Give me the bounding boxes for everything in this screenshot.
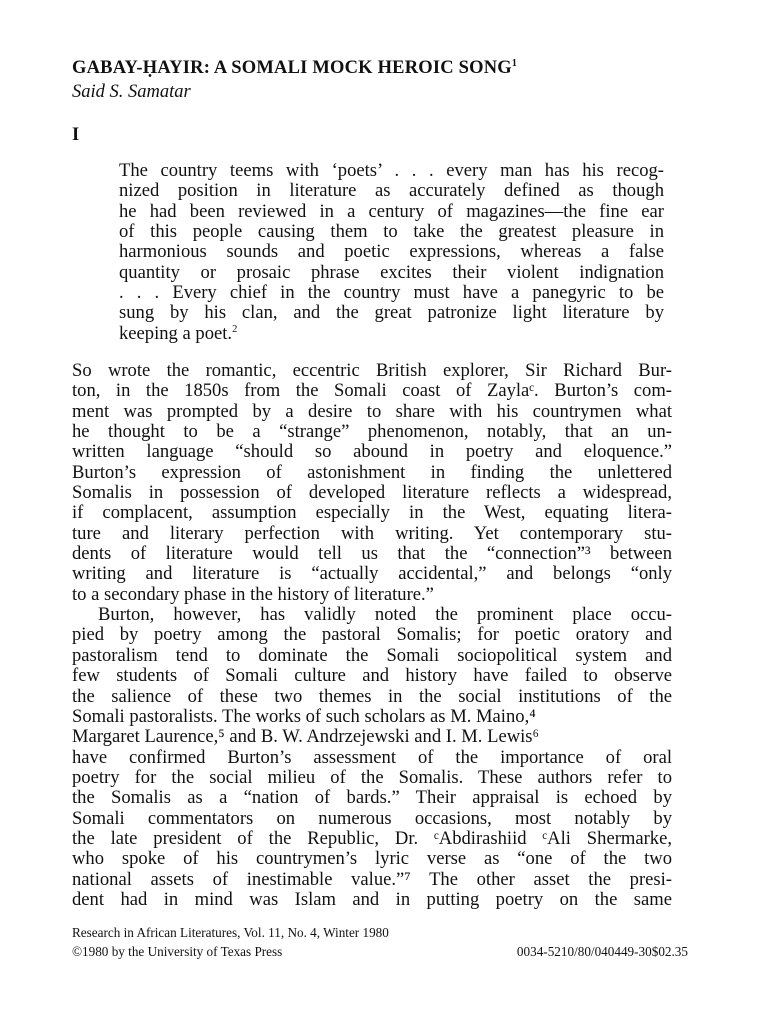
body-line: dents of literature would tell us that the “connection”³ between bbox=[72, 543, 672, 565]
body-line: ton, in the 1850s from the Somali coast of Zaylaᶜ. Burton’s com- bbox=[72, 380, 672, 402]
body-line-paragraph-start: Burton, however, has validly noted the prominent place occu- bbox=[98, 604, 672, 626]
body-line: he thought to be a “strange” phenomenon, notably, that an un- bbox=[72, 421, 672, 443]
quote-line: nized position in literature as accurately defined as though bbox=[119, 180, 664, 202]
body-line: pied by poetry among the pastoral Somalis; for poetic oratory and bbox=[72, 624, 672, 646]
body-line: have confirmed Burton’s assessment of the importance of oral bbox=[72, 746, 672, 768]
body-line: written language “should so abound in poetry and eloquence.” bbox=[72, 441, 672, 463]
article-code: 0034-5210/80/040449-30$02.35 bbox=[516, 944, 688, 959]
quote-line-last bbox=[119, 324, 664, 344]
body-line: ture and literary perfection with writing. Yet contemporary stu- bbox=[72, 522, 672, 544]
body-line: national assets of inestimable value.”⁷ The other asset the presi- bbox=[72, 868, 672, 890]
body-line-paragraph-end: to a secondary phase in the history of literature.” bbox=[72, 583, 434, 605]
quote-line: he had been reviewed in a century of magazines—the fine ear bbox=[119, 200, 664, 222]
quote-line: sung by his clan, and the great patronize light literature by bbox=[119, 302, 664, 324]
body-line: Somali commentators on numerous occasions, most notably by bbox=[72, 807, 672, 829]
author-name: Said S. Samatar bbox=[72, 82, 191, 102]
quote-line: of this people causing them to take the greatest pleasure in bbox=[119, 221, 664, 243]
body-line: pastoralism tend to dominate the Somali sociopolitical system and bbox=[72, 644, 672, 666]
quote-last-text: keeping a poet. bbox=[119, 322, 233, 344]
body-line: So wrote the romantic, eccentric British explorer, Sir Richard Bur- bbox=[72, 360, 672, 381]
journal-citation: Research in African Literatures, Vol. 11, No. 4, Winter 1980 bbox=[72, 925, 389, 940]
quote-line: The country teems with ‘poets’ . . . every man has his recog- bbox=[119, 160, 664, 181]
body-line: Burton’s expression of astonishment in finding the unlettered bbox=[72, 461, 672, 483]
body-line: Margaret Laurence,⁵ and B. W. Andrzejewski and I. M. Lewis⁶ bbox=[72, 726, 540, 748]
body-line: if complacent, assumption especially in the West, equating litera- bbox=[72, 502, 672, 524]
body-line: Somali pastoralists. The works of such scholars as M. Maino,⁴ bbox=[72, 705, 536, 727]
title-footnote-marker: 1 bbox=[511, 58, 518, 69]
copyright-notice: ©1980 by the University of Texas Press bbox=[72, 944, 283, 959]
quote-footnote-marker: 2 bbox=[232, 323, 238, 335]
quote-line: harmonious sounds and poetic expressions, whereas a false bbox=[119, 241, 664, 263]
body-line: dent had in mind was Islam and in putting poetry on the same bbox=[72, 888, 672, 910]
body-line: Somalis in possession of developed literature reflects a widespread, bbox=[72, 482, 672, 504]
body-line: who spoke of his countrymen’s lyric verse as “one of the two bbox=[72, 848, 672, 870]
body-line: the late president of the Republic, Dr. ᶜAbdirashiid ᶜAli Shermarke, bbox=[72, 827, 672, 849]
body-line: few students of Somali culture and history have failed to observe bbox=[72, 665, 672, 687]
body-line: the salience of these two themes in the social institutions of the bbox=[72, 685, 672, 707]
body-line: the Somalis as a “nation of bards.” Their appraisal is echoed by bbox=[72, 787, 672, 809]
section-number: I bbox=[72, 125, 80, 145]
article-title-text: GABAY-ḤAYIR: A SOMALI MOCK HEROIC SONG bbox=[72, 58, 512, 78]
block-quote bbox=[119, 161, 664, 344]
article-title bbox=[72, 58, 517, 79]
body-paragraphs bbox=[72, 361, 672, 910]
quote-line: . . . Every chief in the country must have a panegyric to be bbox=[119, 282, 664, 304]
body-line: ment was prompted by a desire to share with his countrymen what bbox=[72, 400, 672, 422]
body-line: writing and literature is “actually accidental,” and belongs “only bbox=[72, 563, 672, 585]
quote-line: quantity or prosaic phrase excites their violent indignation bbox=[119, 261, 664, 283]
body-line: poetry for the social milieu of the Somalis. These authors refer to bbox=[72, 766, 672, 788]
